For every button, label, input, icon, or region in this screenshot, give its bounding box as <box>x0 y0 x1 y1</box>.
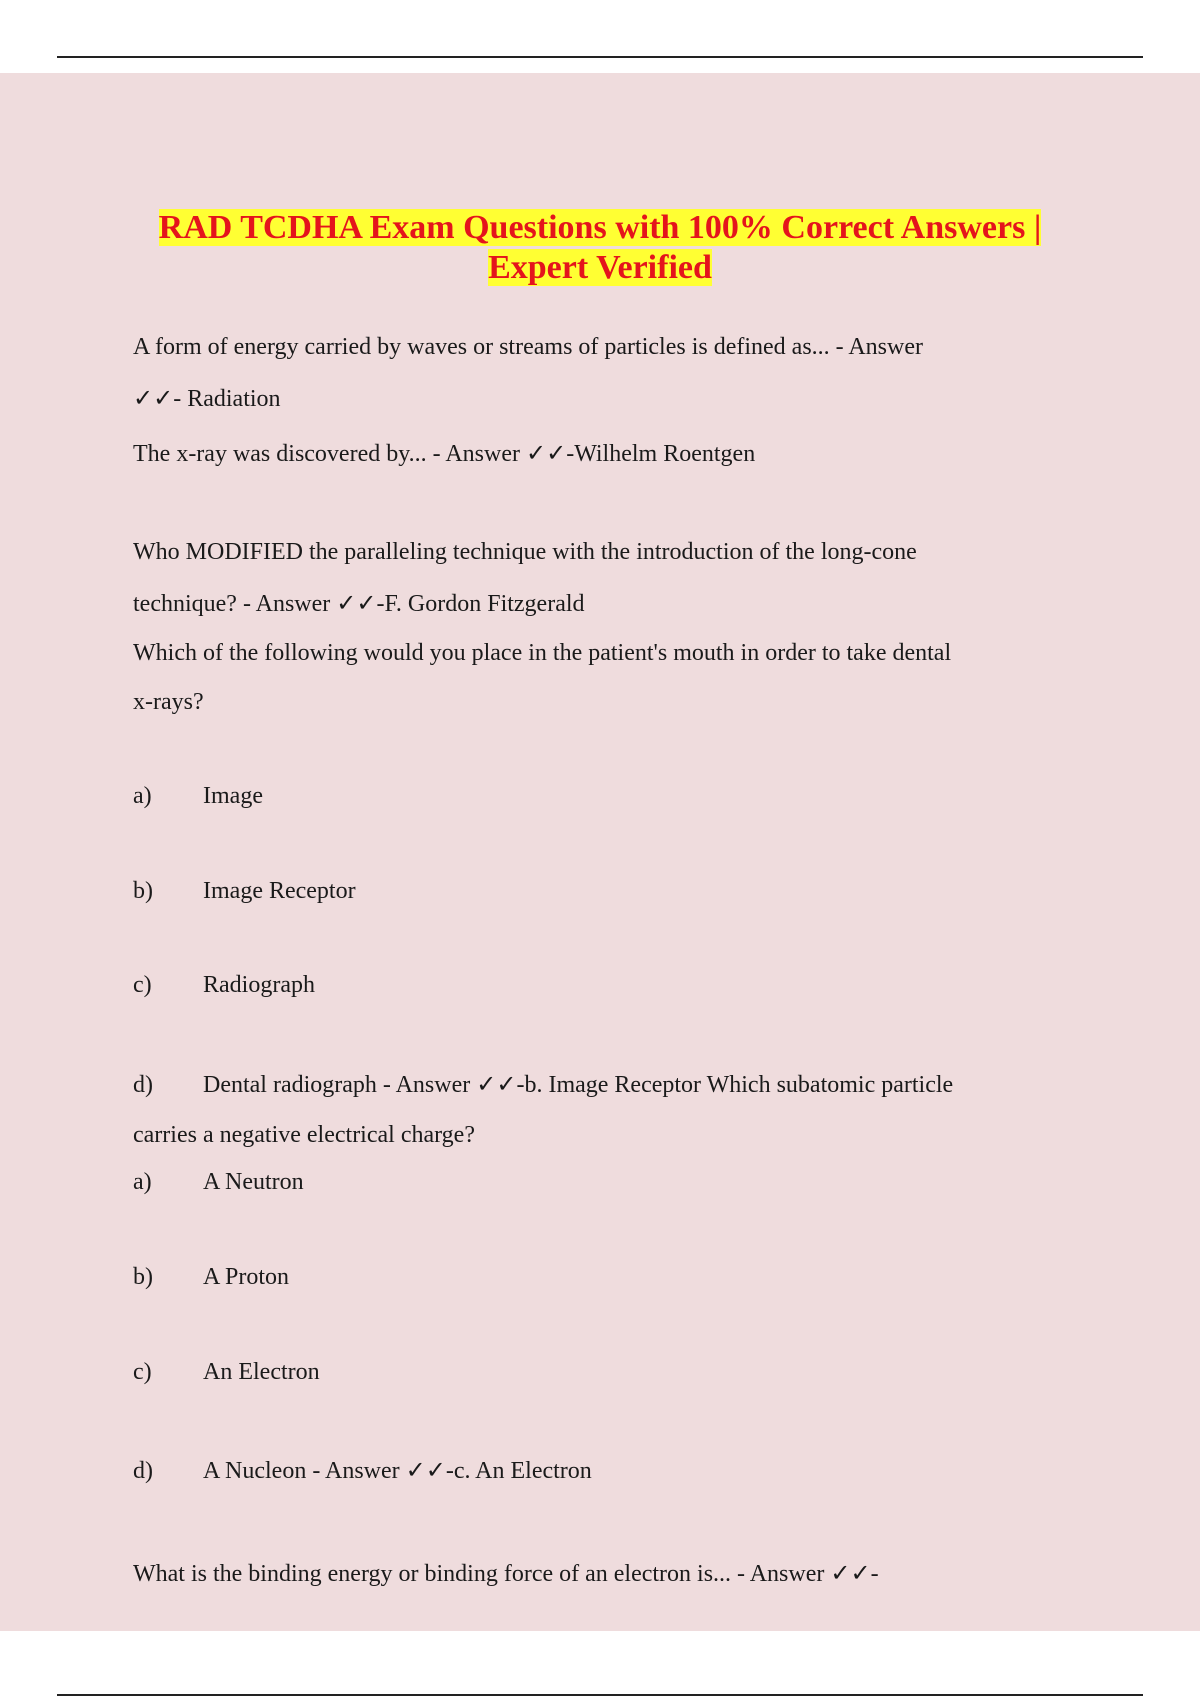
question-1-line-2: ✓✓- Radiation <box>133 386 281 412</box>
title-line-1: RAD TCDHA Exam Questions with 100% Correct Answers | <box>158 209 1042 246</box>
option-text: A Nucleon - Answer ✓✓-c. An Electron <box>203 1458 592 1484</box>
question-5-line-2: carries a negative electrical charge? <box>133 1122 475 1148</box>
option-text: Dental radiograph - Answer ✓✓-b. Image Receptor Which subatomic particle <box>203 1072 954 1098</box>
question-3-line-2: technique? - Answer ✓✓-F. Gordon Fitzgerald <box>133 591 585 617</box>
question-4-line-2: x-rays? <box>133 689 204 715</box>
option-letter: b) <box>133 1264 153 1290</box>
title-line-2: Expert Verified <box>488 249 712 286</box>
question-2: The x-ray was discovered by... - Answer ✓✓-Wilhelm Roentgen <box>133 441 756 467</box>
option-text: Image <box>203 783 263 809</box>
option-letter: b) <box>133 878 153 904</box>
option-text: A Proton <box>203 1264 290 1290</box>
option-letter: c) <box>133 972 152 998</box>
question-4-line-1: Which of the following would you place in the patient's mouth in order to take dental <box>133 640 952 666</box>
header-rule <box>57 56 1143 58</box>
option-text: Radiograph <box>203 972 315 998</box>
document-title <box>0 208 1200 288</box>
option-letter: a) <box>133 1169 152 1195</box>
option-text: A Neutron <box>203 1169 304 1195</box>
option-letter: c) <box>133 1359 152 1385</box>
footer-rule <box>57 1694 1143 1696</box>
option-letter: d) <box>133 1458 153 1484</box>
option-letter: a) <box>133 783 152 809</box>
option-text: An Electron <box>203 1359 320 1385</box>
question-6: What is the binding energy or binding force of an electron is... - Answer ✓✓- <box>133 1561 879 1587</box>
option-text: Image Receptor <box>203 878 356 904</box>
document-page <box>0 73 1200 1631</box>
question-1-line-1: A form of energy carried by waves or streams of particles is defined as... - Answer <box>133 334 923 360</box>
question-3-line-1: Who MODIFIED the paralleling technique with the introduction of the long-cone <box>133 539 917 565</box>
option-letter: d) <box>133 1072 153 1098</box>
